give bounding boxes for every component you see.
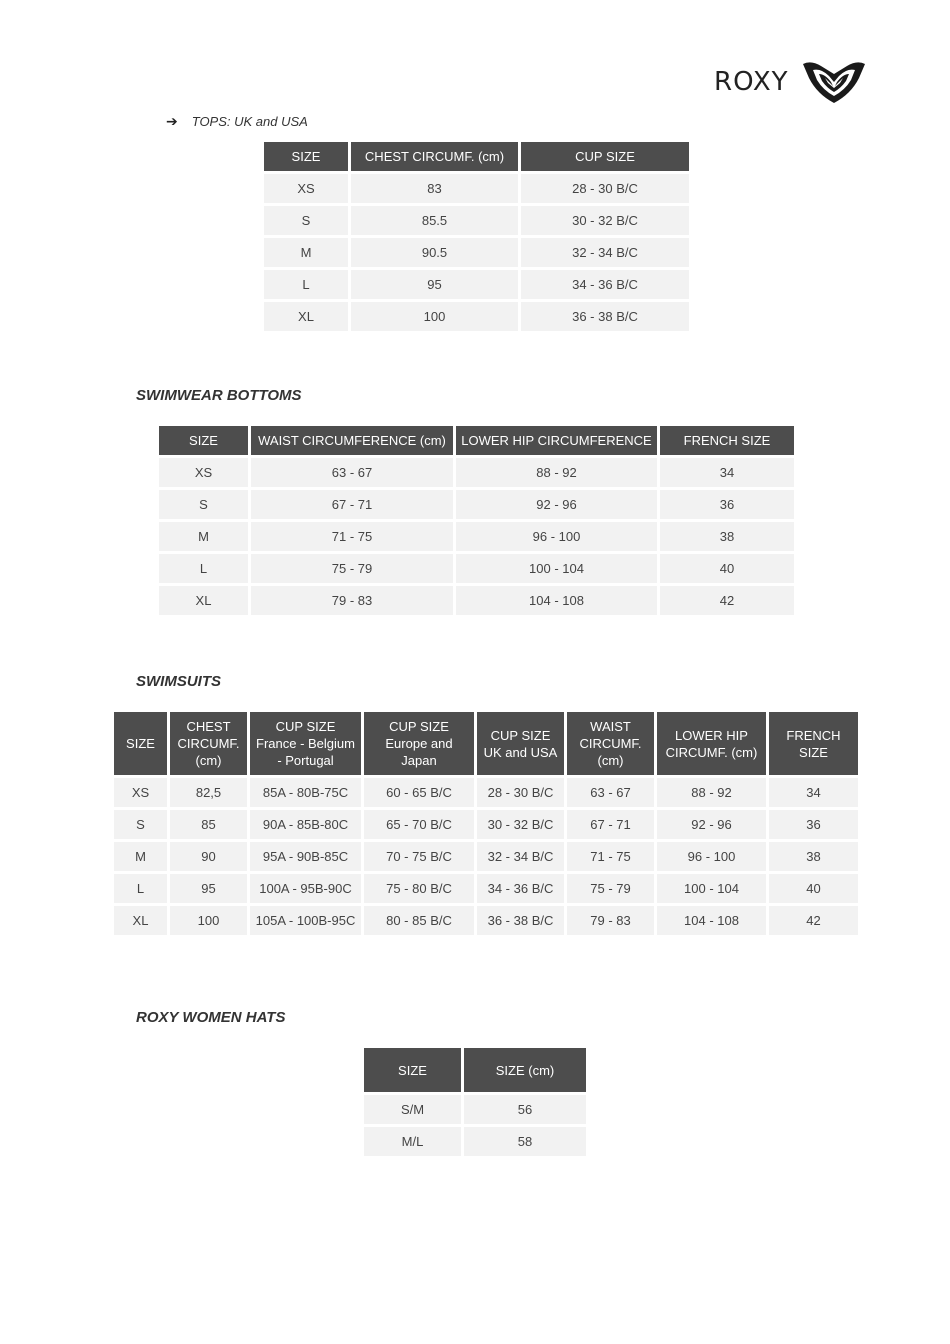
table-cell: 79 - 83 [567,906,654,935]
table-row [159,586,794,615]
brand-logo [714,60,867,104]
table-cell: 34 - 36 B/C [477,874,564,903]
table-cell: 75 - 79 [567,874,654,903]
table-cell: L [159,554,248,583]
table-cell: M [159,522,248,551]
table-header-row [364,1048,586,1092]
table-header: SIZE [264,142,348,171]
table-cell: 58 [464,1127,586,1156]
table-cell: 100 [170,906,247,935]
table-row [264,270,689,299]
table-cell: 32 - 34 B/C [477,842,564,871]
table-header: LOWER HIP CIRCUMFERENCE [456,426,657,455]
table-cell: 88 - 92 [657,778,766,807]
hats-size-table [361,1045,589,1159]
table-header: SIZE [114,712,167,775]
brand-name: ROXY [714,67,789,97]
table-cell: 75 - 80 B/C [364,874,474,903]
table-row [114,810,858,839]
table-row [114,906,858,935]
table-cell: 85A - 80B-75C [250,778,361,807]
arrow-right-icon: ➔ [166,113,178,129]
table-cell: 30 - 32 B/C [477,810,564,839]
table-row [264,238,689,267]
table-cell: S [264,206,348,235]
tops-size-table [261,139,692,334]
table-cell: 36 [769,810,858,839]
table-header: FRENCH SIZE [660,426,794,455]
table-header: WAIST CIRCUMFERENCE (cm) [251,426,453,455]
table-row [264,174,689,203]
table-cell: 90.5 [351,238,518,267]
table-cell: 80 - 85 B/C [364,906,474,935]
table-cell: 95 [351,270,518,299]
table-cell: 36 - 38 B/C [521,302,689,331]
table-cell: 67 - 71 [251,490,453,519]
table-cell: S/M [364,1095,461,1124]
roxy-heart-logo-icon [801,60,867,104]
table-row [159,458,794,487]
table-cell: 71 - 75 [567,842,654,871]
table-cell: 90 [170,842,247,871]
table-cell: 34 [769,778,858,807]
table-row [114,874,858,903]
table-cell: XS [114,778,167,807]
table-cell: 63 - 67 [251,458,453,487]
table-cell: 28 - 30 B/C [521,174,689,203]
table-cell: 60 - 65 B/C [364,778,474,807]
table-cell: L [264,270,348,299]
table-row [114,842,858,871]
table-header: SIZE (cm) [464,1048,586,1092]
section-title-bottoms: SWIMWEAR BOTTOMS [136,387,302,404]
table-cell: XS [264,174,348,203]
table-row [159,522,794,551]
table-cell: 36 - 38 B/C [477,906,564,935]
table-cell: 30 - 32 B/C [521,206,689,235]
table-cell: 95A - 90B-85C [250,842,361,871]
table-cell: 100 - 104 [456,554,657,583]
bottoms-size-table [156,423,797,618]
table-cell: 105A - 100B-95C [250,906,361,935]
table-cell: XL [264,302,348,331]
table-header: CUP SIZE Europe and Japan [364,712,474,775]
table-header: CUP SIZE France - Belgium - Portugal [250,712,361,775]
table-cell: 42 [660,586,794,615]
table-cell: 40 [769,874,858,903]
table-header-row [264,142,689,171]
table-cell: 56 [464,1095,586,1124]
table-cell: 96 - 100 [456,522,657,551]
table-cell: XS [159,458,248,487]
table-cell: 92 - 96 [456,490,657,519]
table-cell: 100A - 95B-90C [250,874,361,903]
table-cell: 95 [170,874,247,903]
table-cell: S [159,490,248,519]
table-cell: 38 [660,522,794,551]
table-cell: 70 - 75 B/C [364,842,474,871]
table-cell: 100 - 104 [657,874,766,903]
table-cell: 28 - 30 B/C [477,778,564,807]
table-row [159,490,794,519]
table-cell: M/L [364,1127,461,1156]
table-cell: 32 - 34 B/C [521,238,689,267]
table-cell: 75 - 79 [251,554,453,583]
table-row [364,1095,586,1124]
tops-label [166,113,308,130]
table-header: LOWER HIP CIRCUMF. (cm) [657,712,766,775]
table-cell: 104 - 108 [456,586,657,615]
table-cell: 82,5 [170,778,247,807]
table-cell: 79 - 83 [251,586,453,615]
tops-label-text: TOPS: UK and USA [191,114,308,129]
table-cell: 92 - 96 [657,810,766,839]
table-cell: 88 - 92 [456,458,657,487]
table-cell: 36 [660,490,794,519]
section-title-hats: ROXY WOMEN HATS [136,1009,286,1026]
table-cell: 96 - 100 [657,842,766,871]
section-title-swimsuits: SWIMSUITS [136,673,221,690]
table-cell: S [114,810,167,839]
table-header: CHEST CIRCUMF. (cm) [170,712,247,775]
table-cell: 40 [660,554,794,583]
table-header: SIZE [364,1048,461,1092]
table-header: SIZE [159,426,248,455]
table-cell: 85 [170,810,247,839]
table-cell: XL [159,586,248,615]
table-header: CHEST CIRCUMF. (cm) [351,142,518,171]
table-header: WAIST CIRCUMF. (cm) [567,712,654,775]
table-row [264,206,689,235]
table-cell: 38 [769,842,858,871]
table-cell: 90A - 85B-80C [250,810,361,839]
table-cell: 71 - 75 [251,522,453,551]
table-cell: 65 - 70 B/C [364,810,474,839]
table-cell: 104 - 108 [657,906,766,935]
table-cell: 34 - 36 B/C [521,270,689,299]
table-row [264,302,689,331]
table-row [159,554,794,583]
table-cell: M [114,842,167,871]
table-row [364,1127,586,1156]
table-cell: 100 [351,302,518,331]
table-cell: L [114,874,167,903]
table-header-row [159,426,794,455]
table-cell: 34 [660,458,794,487]
table-cell: XL [114,906,167,935]
table-cell: 67 - 71 [567,810,654,839]
table-header: CUP SIZE [521,142,689,171]
table-row [114,778,858,807]
swimsuits-size-table [111,709,861,938]
table-header: CUP SIZE UK and USA [477,712,564,775]
table-cell: 42 [769,906,858,935]
table-cell: M [264,238,348,267]
table-header-row [114,712,858,775]
table-cell: 85.5 [351,206,518,235]
table-header: FRENCH SIZE [769,712,858,775]
table-cell: 63 - 67 [567,778,654,807]
table-cell: 83 [351,174,518,203]
